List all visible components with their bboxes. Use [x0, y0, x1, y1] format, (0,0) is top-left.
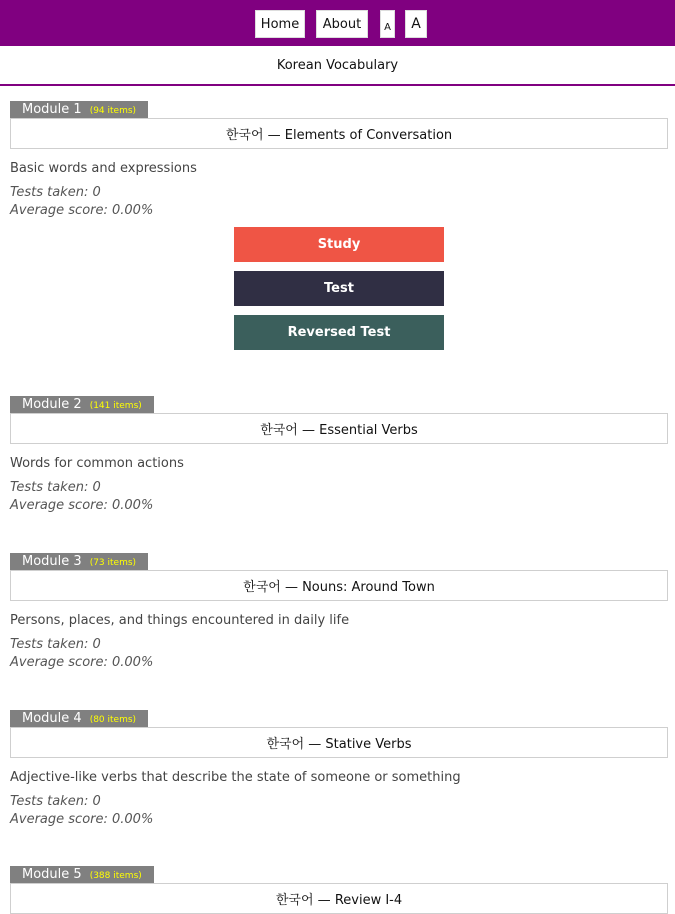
module-name: Module 4 [22, 711, 82, 726]
module-3 [10, 550, 668, 672]
module-description: Adjective-like verbs that describe the state of someone or something [10, 770, 461, 785]
item-count: (73 items) [89, 558, 137, 568]
test-button[interactable]: Test [234, 271, 444, 306]
item-count: (80 items) [89, 715, 137, 725]
module-name: Module 2 [22, 397, 82, 412]
module-title[interactable]: 한국어 — Essential Verbs [10, 413, 668, 444]
average-score: Average score: 0.00% [10, 498, 154, 513]
module-2 [10, 393, 668, 515]
module-stats [10, 636, 668, 672]
average-score: Average score: 0.00% [10, 812, 154, 827]
module-stats [10, 184, 668, 220]
item-count: (388 items) [89, 871, 142, 881]
module-name: Module 5 [22, 867, 82, 882]
module-title[interactable]: 한국어 — Review I-4 [10, 883, 668, 914]
module-1 [10, 98, 668, 220]
module-label [10, 396, 154, 413]
tests-taken: Tests taken: 0 [10, 185, 101, 200]
reversed-test-button[interactable]: Reversed Test [234, 315, 444, 350]
module-label [10, 101, 148, 118]
module-5 [10, 863, 668, 914]
page-title: Korean Vocabulary [0, 46, 675, 86]
module-stats [10, 793, 668, 829]
module-title[interactable]: 한국어 — Nouns: Around Town [10, 570, 668, 601]
average-score: Average score: 0.00% [10, 203, 154, 218]
module-description: Words for common actions [10, 456, 184, 471]
module-name: Module 3 [22, 554, 82, 569]
module-label [10, 866, 154, 883]
average-score: Average score: 0.00% [10, 655, 154, 670]
about-button[interactable]: About [316, 10, 368, 38]
home-button[interactable]: Home [255, 10, 305, 38]
module-title[interactable]: 한국어 — Stative Verbs [10, 727, 668, 758]
item-count: (94 items) [89, 106, 137, 116]
module-name: Module 1 [22, 102, 82, 117]
study-button[interactable]: Study [234, 227, 444, 262]
tests-taken: Tests taken: 0 [10, 794, 101, 809]
top-nav-bar [0, 0, 675, 46]
module-4 [10, 707, 668, 829]
module-description: Basic words and expressions [10, 161, 197, 176]
tests-taken: Tests taken: 0 [10, 480, 101, 495]
item-count: (141 items) [89, 401, 142, 411]
module-label [10, 710, 148, 727]
tests-taken: Tests taken: 0 [10, 637, 101, 652]
module-stats [10, 479, 668, 515]
decrease-font-button[interactable]: A [380, 10, 395, 38]
increase-font-button[interactable]: A [405, 10, 427, 38]
module-label [10, 553, 148, 570]
module-description: Persons, places, and things encountered in daily life [10, 613, 350, 628]
module-title[interactable]: 한국어 — Elements of Conversation [10, 118, 668, 149]
module-1-actions [234, 227, 444, 359]
